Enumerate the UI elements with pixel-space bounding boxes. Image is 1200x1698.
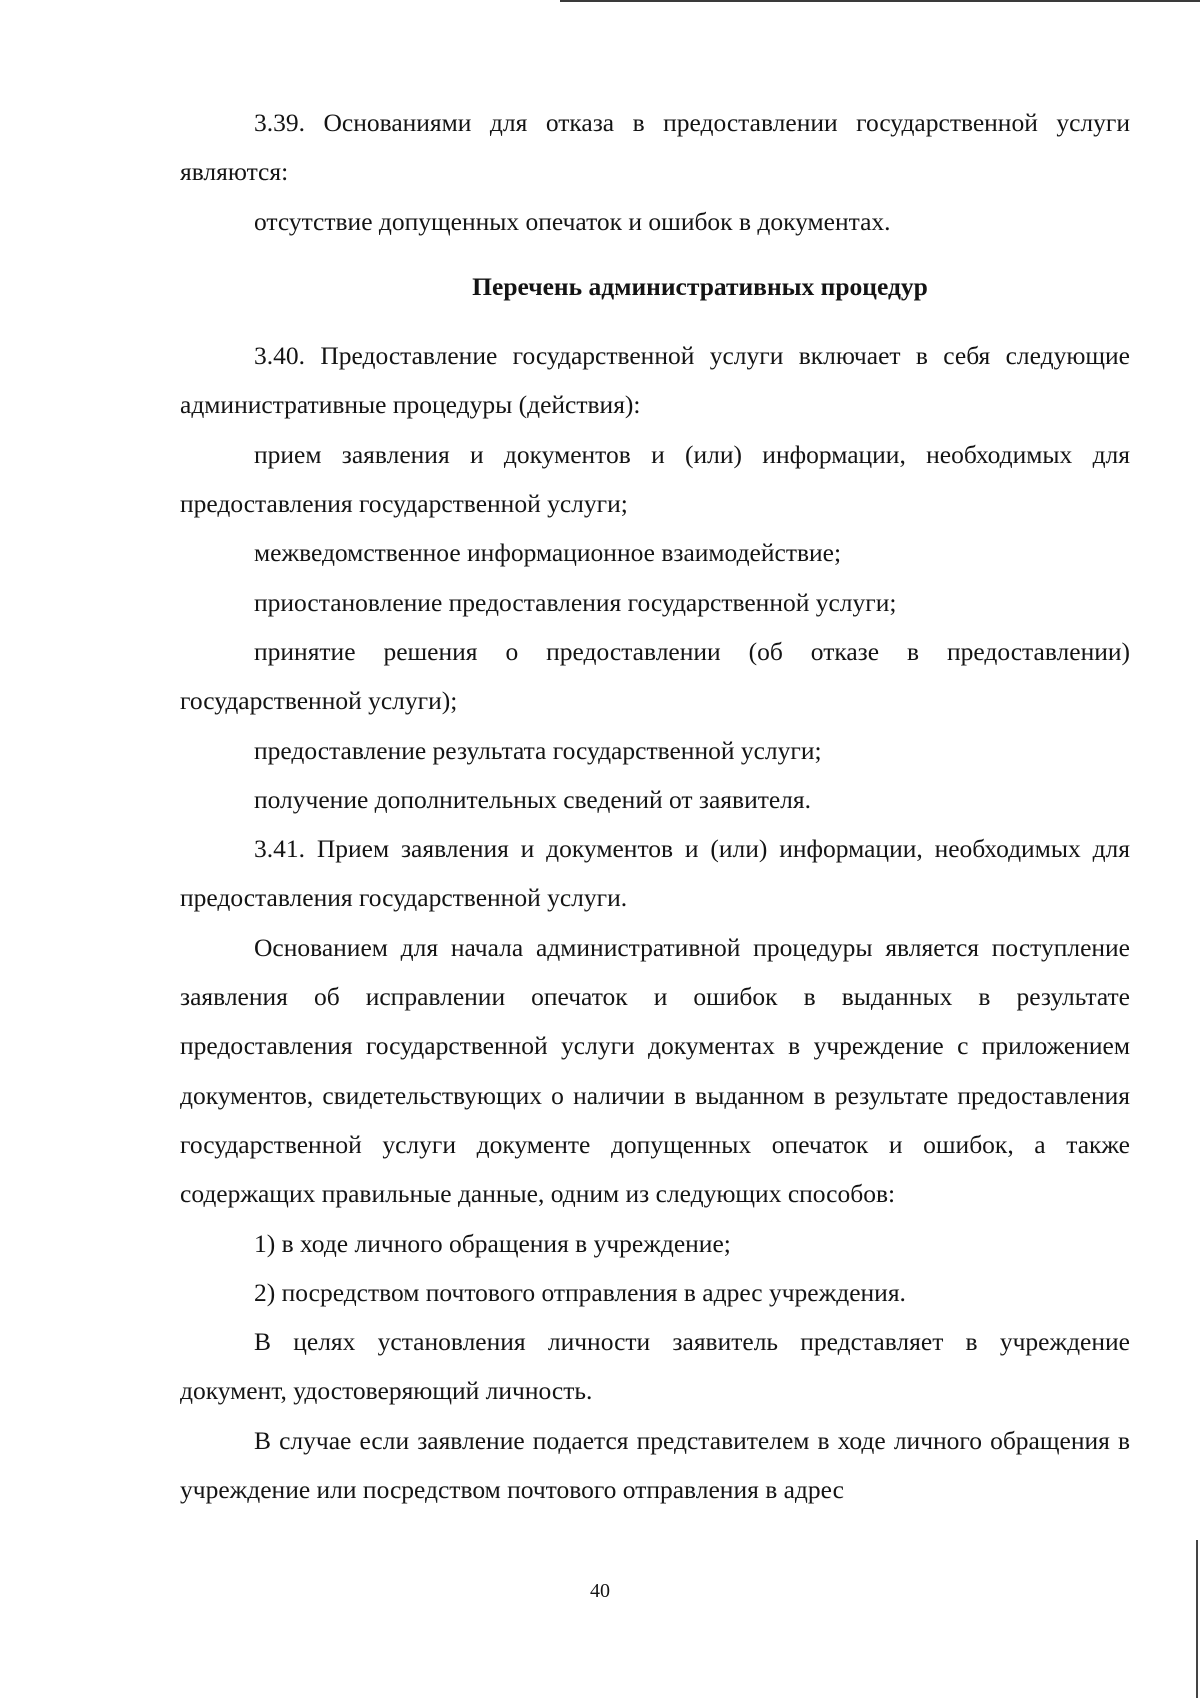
paragraph-grounds: Основанием для начала административной процедуры является поступление заявления об исправлении опечаток и ошибок в выданных в результате предоставления государственной услуги документах в учреждение с приложением документов, свидетельствующих о наличии в выданном в результате предоставления государственной услуги документе допущенных опечаток и ошибок, а также содержащих правильные данные, одним из следующих способов: <box>180 932 1130 1209</box>
scan-edge-right <box>1196 1540 1198 1698</box>
list-item-procedure: прием заявления и документов и (или) информации, необходимых для предоставления государственной услуги; <box>180 439 1130 519</box>
section-heading: Перечень административных процедур <box>472 271 928 301</box>
paragraph-3-41: 3.41. Прием заявления и документов и (или) информации, необходимых для предоставления государственной услуги. <box>180 834 1130 913</box>
paragraph-identity: В целях установления личности заявитель представляет в учреждение документ, удостоверяющий личность. <box>180 1327 1130 1406</box>
list-item-procedure: межведомственное информационное взаимодействие; <box>254 538 842 568</box>
paragraph-3-39: 3.39. Основаниями для отказа в предоставлении государственной услуги являются: <box>180 108 1130 187</box>
list-item-procedure: принятие решения о предоставлении (об отказе в предоставлении) государственной услуги); <box>180 636 1130 716</box>
page-number: 40 <box>590 1580 610 1602</box>
list-item-procedure: получение дополнительных сведений от заявителя. <box>254 784 812 814</box>
list-item-procedure: приостановление предоставления государственной услуги; <box>254 587 897 617</box>
paragraph-refusal-ground: отсутствие допущенных опечаток и ошибок в документах. <box>254 206 891 236</box>
scan-edge-top <box>560 0 1200 2</box>
paragraph-representative: В случае если заявление подается представителем в ходе личного обращения в учреждение или посредством почтового отправления в адрес <box>180 1425 1130 1505</box>
list-item-method: 2) посредством почтового отправления в адрес учреждения. <box>254 1277 906 1307</box>
list-item-procedure: предоставление результата государственной услуги; <box>254 735 822 765</box>
list-item-method: 1) в ходе личного обращения в учреждение; <box>254 1228 731 1258</box>
paragraph-3-40: 3.40. Предоставление государственной услуги включает в себя следующие административные процедуры (действия): <box>180 341 1130 420</box>
document-body <box>180 98 1130 1514</box>
